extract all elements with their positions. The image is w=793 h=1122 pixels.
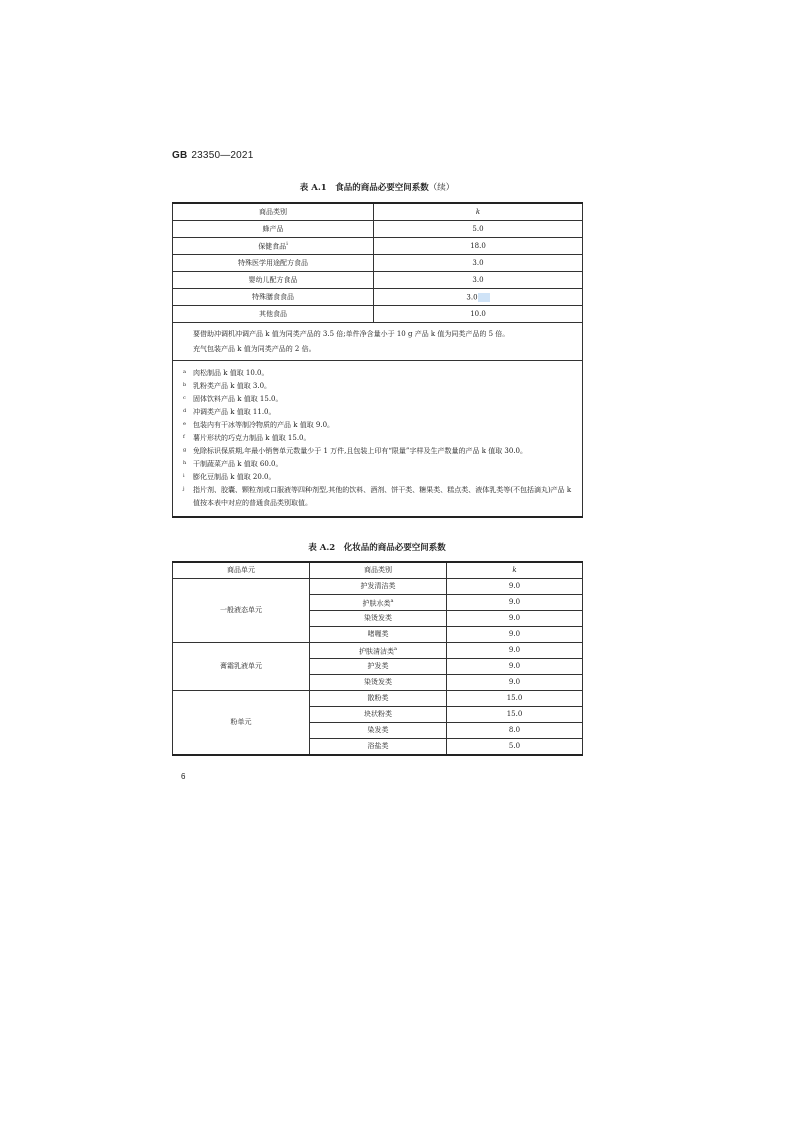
table-row [173,306,583,323]
k-cell: 10.0 [374,306,583,323]
footnote: d 冲调类产品 k 值取 11.0。 [183,408,276,416]
table1-note-row [173,323,583,361]
table-row [173,272,583,289]
table2-caption: 表 A.2 化妆品的商品必要空间系数 [308,543,446,553]
category-cell: 特殊医学用途配方食品 [173,255,374,272]
table1-note [173,323,583,361]
category-cell: 婴幼儿配方食品 [173,272,374,289]
k-cell: 9.0 [447,627,583,643]
category-cell: 块状粉类 [310,707,447,723]
table1-title: 表 A.1 食品的商品必要空间系数 [299,183,429,193]
footnote: f 薯片形状的巧克力制品 k 值取 15.0。 [183,434,311,442]
table-row [173,579,583,595]
category-cell: 护肤水类$^a$ [310,595,447,611]
category-cell: 保健食品$^i$ [173,238,374,255]
table-row [173,221,583,238]
k-cell: 15.0 [447,707,583,723]
table-row [173,238,583,255]
footnote-mark: a [394,645,397,652]
table1-continued: （续） [428,183,455,193]
category-cell: 染烫发类 [310,611,447,627]
table2 [172,561,583,756]
footnote: c 固体饮料产品 k 值取 15.0。 [183,395,283,403]
note-line-1: 要借助冲调机冲调产品 k 值为同类产品的 3.5 倍;单件净含量小于 10 g 产品 k 值为同类产品的 5 倍。 [193,330,510,338]
footnote: j 指片剂、胶囊、颗粒剂或口服液等四种剂型,其他的饮料、酒剂、饼干类、糖果类、糕点类、液体乳类等(不包括滴丸)产品 k 值按本表中对应的普通食品类别取值。 [183,486,572,507]
table2-header-unit: 商品单元 [173,562,310,579]
table1-header-category: 商品类别 [173,203,374,221]
k-cell: 3.0 [374,272,583,289]
category-cell: 啫喱类 [310,627,447,643]
page-header [172,150,253,161]
table-row [173,289,583,306]
table1-header-row [173,203,583,221]
table-row [173,255,583,272]
unit-cell: 膏霜乳液单元 [173,643,310,691]
footnote: e 包装内有干冰等制冷物质的产品 k 值取 9.0。 [183,421,335,429]
footnote: i 膨化豆制品 k 值取 20.0。 [183,473,276,481]
footnote: a 肉松制品 k 值取 10.0。 [183,369,269,377]
category-cell: 护发清洁类 [310,579,447,595]
category-cell: 染烫发类 [310,675,447,691]
unit-cell: 粉单元 [173,691,310,756]
page-number: 6 [181,772,186,781]
category-cell: 散粉类 [310,691,447,707]
k-cell: 9.0 [447,579,583,595]
k-cell: 5.0 [374,221,583,238]
footnote-mark: i [286,241,288,248]
table2-header-k: k [447,562,583,579]
table1 [172,202,583,518]
footnote: g 免除标识保质期,年最小销售单元数量少于 1 万件,且包装上印有“限量”字样及生产数量的产品 k 值取 30.0。 [183,447,528,455]
table1-header-k: k [374,203,583,221]
k-cell: 9.0 [447,675,583,691]
k-cell: 15.0 [447,691,583,707]
k-cell: 3.0 [374,289,583,306]
table2-header-category: 商品类别 [310,562,447,579]
footnote: b 乳粉类产品 k 值取 3.0。 [183,382,272,390]
table1-footnotes-row [173,361,583,518]
table1-caption [172,181,582,193]
k-cell: 9.0 [447,659,583,675]
footnote: h 干制蔬菜产品 k 值取 60.0。 [183,460,283,468]
k-cell: 18.0 [374,238,583,255]
k-cell: 9.0 [447,595,583,611]
standard-number: 23350—2021 [191,150,254,161]
k-cell: 5.0 [447,739,583,756]
category-cell: 护肤清洁类$^a$ [310,643,447,659]
table-row [173,691,583,707]
k-cell: 8.0 [447,723,583,739]
footnote-mark: a [390,597,394,604]
category-cell: 其他食品 [173,306,374,323]
selection-highlight [478,293,490,302]
category-cell: 染发类 [310,723,447,739]
category-cell: 蜂产品 [173,221,374,238]
table2-header-row [173,562,583,579]
standard-prefix: GB [172,150,188,161]
category-cell: 特殊膳食食品 [173,289,374,306]
k-cell: 9.0 [447,611,583,627]
k-cell: 9.0 [447,643,583,659]
note-line-2: 充气包装产品 k 值为同类产品的 2 倍。 [193,344,316,353]
category-cell: 护发类 [310,659,447,675]
table1-footnotes [173,361,583,518]
k-cell: 3.0 [374,255,583,272]
unit-cell: 一般液态单元 [173,579,310,643]
table-row [173,643,583,659]
category-cell: 浴盐类 [310,739,447,756]
